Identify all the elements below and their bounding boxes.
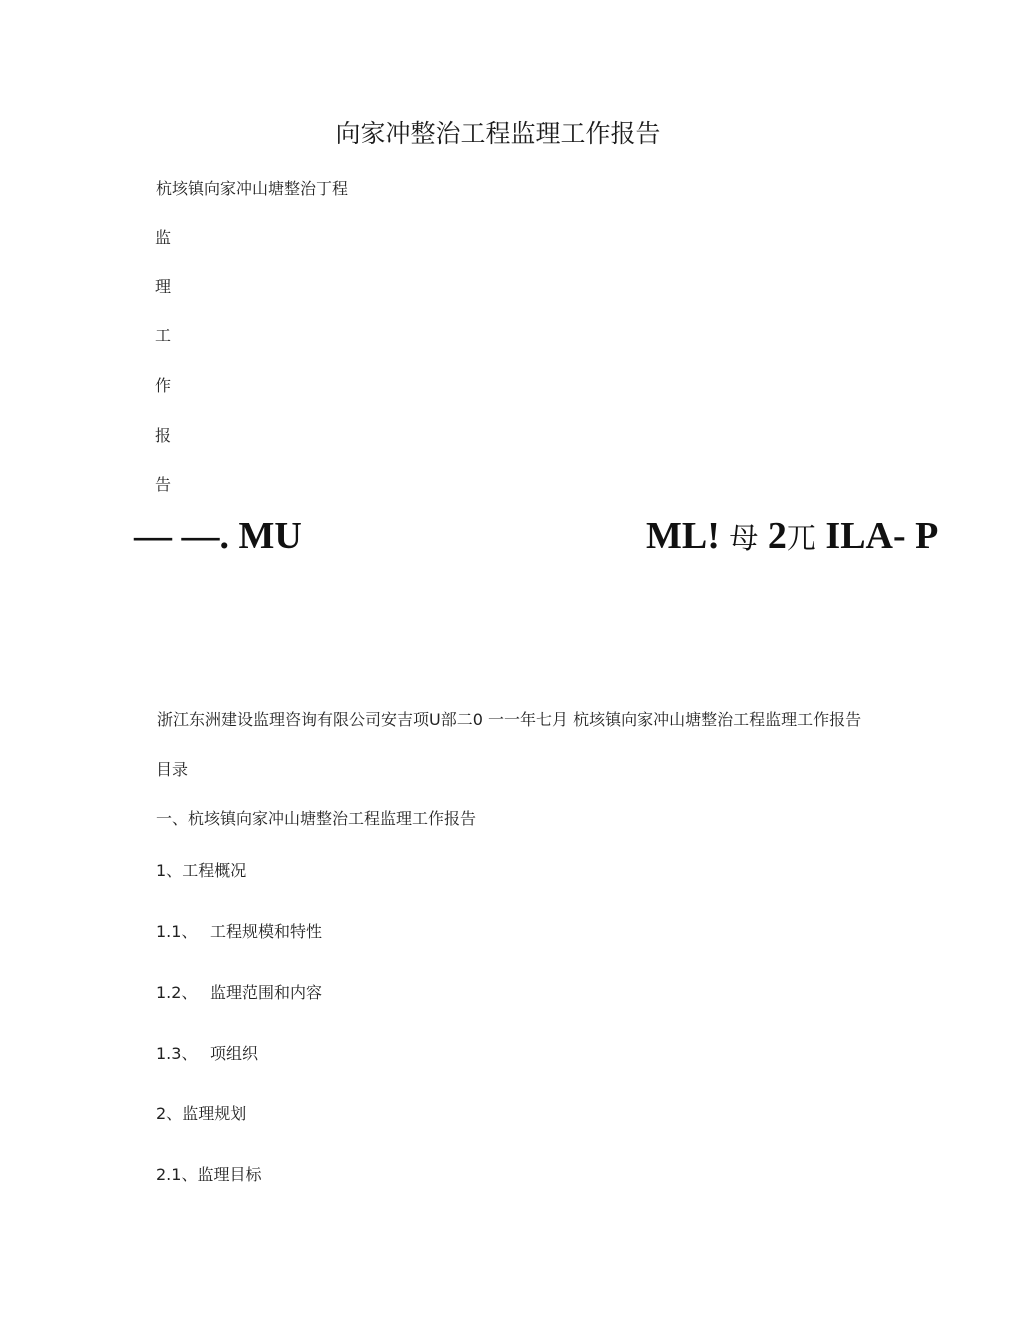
toc-item-number: 2、	[156, 1104, 183, 1123]
toc-item-text: 监理规划	[182, 1104, 247, 1123]
toc-item-number: 1.3、	[156, 1044, 198, 1063]
toc-item-number: 2.1、	[156, 1165, 198, 1184]
toc-item	[156, 1162, 261, 1185]
toc-item-number: 一、	[156, 809, 189, 828]
toc-item	[156, 919, 322, 942]
toc-item	[156, 858, 246, 881]
garbled-text-right	[646, 514, 938, 558]
vertical-char: 作	[155, 376, 172, 395]
toc-heading: 目录	[156, 760, 189, 779]
toc-item	[156, 1101, 246, 1124]
toc-item-number: 1、	[156, 861, 183, 880]
toc-item	[156, 980, 322, 1003]
company-date-line: 浙江东洲建设监理咨询有限公司安吉项U部二0 一一年七月 杭垓镇向家冲山塘整治工程监理工作报告	[157, 710, 862, 729]
toc-item-number: 1.1、	[156, 922, 198, 941]
toc-item-text: 项组织	[210, 1044, 259, 1063]
vertical-char: 告	[155, 475, 172, 494]
toc-item-number: 1.2、	[156, 983, 198, 1002]
garbled-text-left: — —. MU	[134, 515, 302, 557]
project-name: 杭垓镇向家冲山塘整治丁程	[156, 179, 349, 198]
document-title: 向家冲整治工程监理工作报告	[335, 119, 661, 148]
toc-item-text: 监理目标	[197, 1165, 262, 1184]
vertical-char: 监	[155, 228, 172, 247]
garbled-segment: 2	[758, 515, 787, 557]
vertical-char: 理	[155, 277, 172, 296]
toc-item-text: 监理范围和内容	[210, 983, 323, 1002]
garbled-segment: 母	[729, 523, 759, 555]
vertical-char: 工	[155, 326, 172, 345]
toc-item-text: 工程概况	[182, 861, 247, 880]
toc-item	[156, 1041, 258, 1064]
toc-item	[156, 806, 476, 829]
garbled-segment: ML!	[646, 515, 730, 557]
toc-item-text: 杭垓镇向家冲山塘整治工程监理工作报告	[188, 809, 477, 828]
vertical-char: 报	[155, 426, 172, 445]
garbled-segment: 兀	[786, 523, 816, 555]
garbled-segment: ILA- P	[815, 515, 939, 557]
toc-item-text: 工程规模和特性	[210, 922, 323, 941]
